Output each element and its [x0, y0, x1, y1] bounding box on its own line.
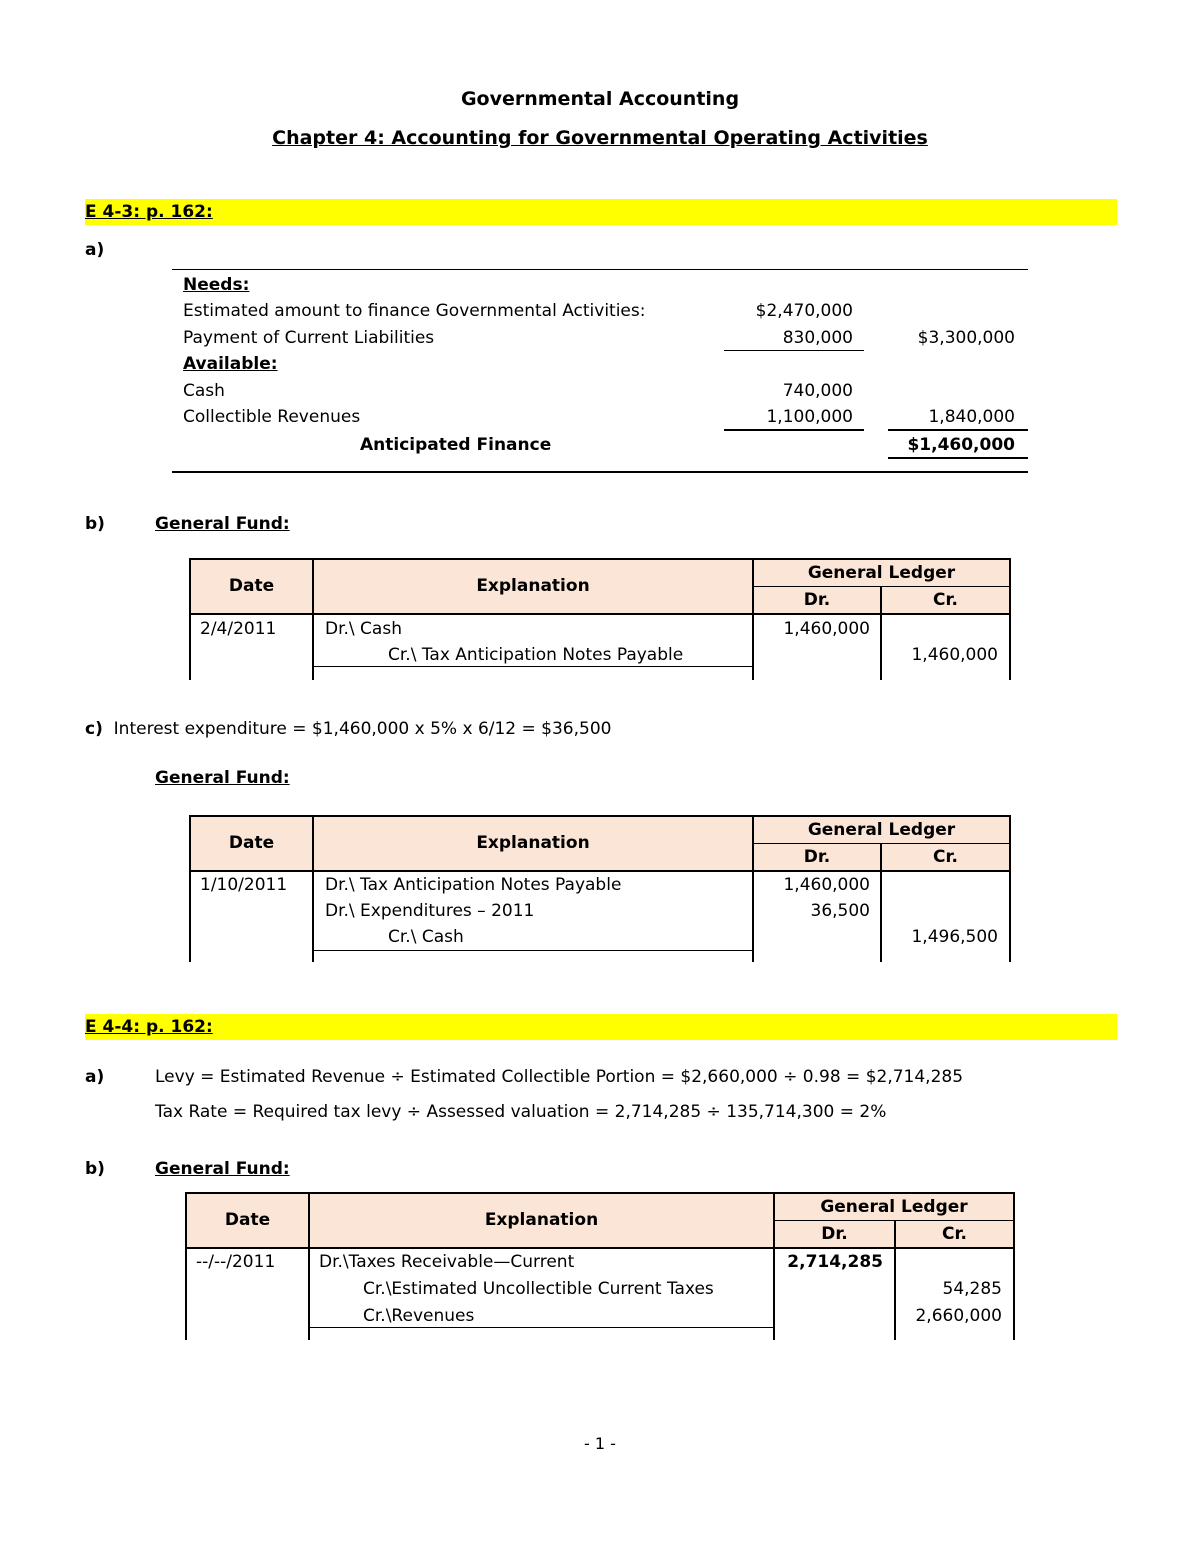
subtotal-rule: [724, 350, 864, 351]
schedule-bottom-rule: [172, 471, 1028, 473]
col-header-date: Date: [224, 1210, 271, 1230]
entry-dr: 1,460,000: [783, 619, 870, 639]
entry-explanation: Dr.\ Expenditures – 2011: [325, 901, 535, 921]
fund-label: General Fund:: [155, 514, 290, 534]
table-border: [1009, 815, 1011, 962]
col-header-explanation: Explanation: [476, 576, 590, 596]
entry-cr: 2,660,000: [915, 1306, 1002, 1326]
col-header-ledger: General Ledger: [820, 1197, 968, 1217]
needs-label: Needs:: [183, 275, 250, 295]
table-border: [1009, 558, 1011, 680]
entry-explanation: Cr.\ Tax Anticipation Notes Payable: [388, 645, 684, 665]
total-double-rule: [888, 457, 1028, 459]
table-border: [1013, 1192, 1015, 1340]
col-header-dr: Dr.: [821, 1224, 848, 1244]
col-header-cr: Cr.: [933, 590, 958, 610]
col-header-ledger: General Ledger: [807, 563, 956, 583]
subtotal-rule: [724, 429, 864, 431]
col-header-dr: Dr.: [803, 847, 831, 867]
section-highlight-e43: [85, 199, 1117, 225]
section-heading-e44: E 4-4: p. 162:: [85, 1017, 213, 1037]
col-header-explanation: Explanation: [484, 1210, 599, 1230]
entry-date: 2/4/2011: [200, 619, 277, 639]
entry-explanation: Dr.\Taxes Receivable—Current: [319, 1252, 575, 1272]
needs-row-label: Payment of Current Liabilities: [183, 328, 435, 348]
part-label-a: a): [85, 240, 105, 260]
col-header-explanation: Explanation: [476, 833, 590, 853]
fund-label: General Fund:: [155, 768, 290, 788]
tax-rate-formula: Tax Rate = Required tax levy ÷ Assessed valuation = 2,714,285 ÷ 135,714,300 = 2%: [155, 1102, 887, 1122]
col-header-cr: Cr.: [942, 1224, 967, 1244]
fund-label: General Fund:: [155, 1159, 290, 1179]
entry-cr: 1,460,000: [911, 645, 998, 665]
entry-explanation: Cr.\Revenues: [363, 1306, 475, 1326]
available-row-amount: 1,100,000: [766, 407, 853, 427]
available-label: Available:: [183, 354, 278, 374]
entry-date: 1/10/2011: [200, 875, 288, 895]
table-border: [312, 666, 753, 667]
col-header-cr: Cr.: [933, 847, 958, 867]
entry-explanation: Dr.\ Cash: [325, 619, 402, 639]
schedule-top-rule: [172, 269, 1028, 270]
table-border: [753, 843, 1011, 844]
subtotal-rule: [888, 429, 1028, 431]
needs-row-label: Estimated amount to finance Governmental Activities:: [183, 301, 646, 321]
entry-dr: 2,714,285: [787, 1252, 883, 1272]
section-heading-e43: E 4-3: p. 162:: [85, 202, 213, 222]
document-title: Governmental Accounting: [460, 88, 740, 110]
entry-date: --/--/2011: [196, 1252, 276, 1272]
available-total: 1,840,000: [928, 407, 1015, 427]
table-border: [312, 950, 753, 951]
available-row-amount: 740,000: [782, 381, 853, 401]
entry-explanation: Dr.\ Tax Anticipation Notes Payable: [325, 875, 622, 895]
anticipated-label: Anticipated Finance: [360, 435, 552, 455]
entry-dr: 36,500: [810, 901, 870, 921]
interest-formula: c) Interest expenditure = $1,460,000 x 5% x 6/12 = $36,500: [85, 719, 612, 739]
col-header-ledger: General Ledger: [807, 820, 956, 840]
col-header-dr: Dr.: [803, 590, 831, 610]
page-number: - 1 -: [584, 1434, 616, 1453]
needs-row-amount: $2,470,000: [755, 301, 853, 321]
entry-explanation: Cr.\Estimated Uncollectible Current Taxes: [363, 1279, 714, 1299]
available-row-label: Collectible Revenues: [183, 407, 361, 427]
chapter-title: Chapter 4: Accounting for Governmental Operating Activities: [272, 127, 928, 149]
part-label-b: b): [85, 514, 105, 534]
section-highlight-e44: [85, 1014, 1117, 1040]
entry-cr: 54,285: [942, 1279, 1002, 1299]
table-border: [308, 1327, 774, 1328]
anticipated-total: $1,460,000: [907, 435, 1015, 455]
col-header-date: Date: [228, 833, 275, 853]
table-border: [753, 586, 1011, 587]
col-header-date: Date: [228, 576, 275, 596]
available-row-label: Cash: [183, 381, 225, 401]
levy-formula: Levy = Estimated Revenue ÷ Estimated Collectible Portion = $2,660,000 ÷ 0.98 = $2,714,285: [155, 1067, 964, 1087]
entry-cr: 1,496,500: [911, 927, 998, 947]
needs-total: $3,300,000: [917, 328, 1015, 348]
needs-row-amount: 830,000: [782, 328, 853, 348]
part-label-a: a): [85, 1067, 105, 1087]
part-label-b: b): [85, 1159, 105, 1179]
entry-dr: 1,460,000: [783, 875, 870, 895]
entry-explanation: Cr.\ Cash: [388, 927, 464, 947]
